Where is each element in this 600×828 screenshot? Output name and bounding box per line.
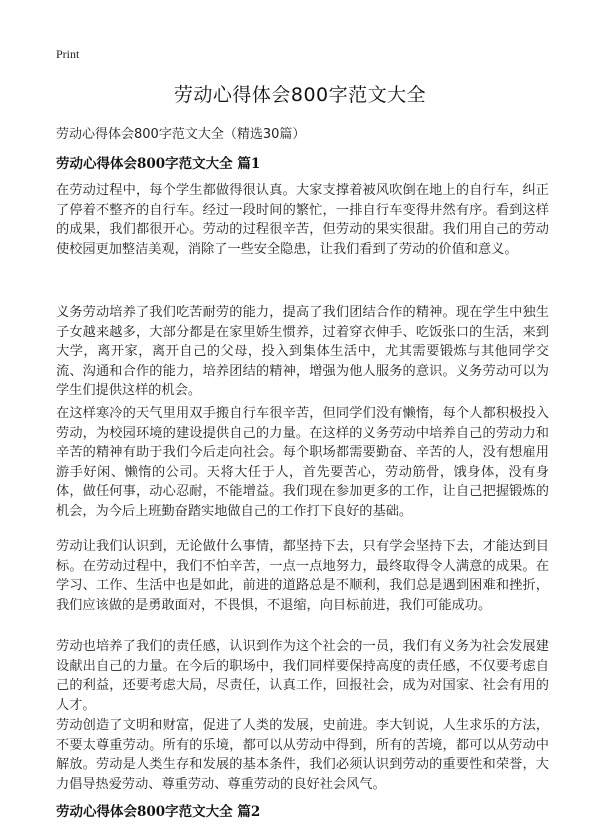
document-subtitle: 劳动心得体会800字范文大全（精选30篇）	[56, 127, 306, 142]
section-heading-2: 劳动心得体会800字范文大全 篇2	[56, 804, 261, 820]
paragraph-4: 劳动让我们认识到，无论做什么事情，都坚持下去，只有学会坚持下去，才能达到目标。在劳动过程中，我们不怕辛苦，一点一点地努力，最终取得令人满意的成果。在学习、工作、生活中也是如此，前进的道路总是不顺利，我们总是遇到困难和挫折，我们应该做的是勇敢面对，不畏惧，不退缩，向目标前进，我们可能成功。	[56, 539, 549, 613]
print-label[interactable]: Print	[56, 47, 80, 61]
paragraph-5: 劳动也培养了我们的责任感，认识到作为这个社会的一员，我们有义务为社会发展建设献出自己的力量。在今后的职场中，我们同样要保持高度的责任感，不仅要考虑自己的利益，还要考虑大局，尽责任，认真工作，回报社会，成为对国家、社会有用的人才。	[56, 639, 549, 713]
paragraph-2: 义务劳动培养了我们吃苦耐劳的能力，提高了我们团结合作的精神。现在学生中独生子女越来越多，大部分都是在家里娇生惯养，过着穿衣伸手、吃饭张口的生活，来到大学，离开家，离开自己的父母，投入到集体生活中，尤其需要锻炼与其他同学交流、沟通和合作的能力，培养团结的精神，增强为他人服务的意识。义务劳动可以为学生们提供这样的机会。	[56, 305, 549, 399]
page-title: 劳动心得体会800字范文大全	[173, 84, 427, 106]
paragraph-3: 在这样寒冷的天气里用双手搬自行车很辛苦，但同学们没有懒惰，每个人都积极投入劳动，为校园环境的建设提供自己的力量。在这样的义务劳动中培养自己的劳动力和辛苦的精神有助于我们今后走向社会。每个职场都需要勤奋、辛苦的人，没有想雇用游手好闲、懒惰的公司。天将大任于人，首先要苦心，劳动筋骨，饿身体，没有身体，做任何事，动心忍耐，不能增益。我们现在参加更多的工作，让自己把握锻炼的机会，为今后上班勤奋踏实地做自己的工作打下良好的基础。	[56, 406, 549, 519]
paragraph-6: 劳动创造了文明和财富，促进了人类的发展，史前进。李大钊说，人生求乐的方法，不要太尊重劳动。所有的乐境，都可以从劳动中得到，所有的苦境，都可以从劳动中解放。劳动是人类生存和发展的基本条件，我们必须认识到劳动的重要性和荣誉，大力倡导热爱劳动、尊重劳动、尊重劳动的良好社会风气。	[56, 718, 549, 792]
paragraph-1: 在劳动过程中，每个学生都做得很认真。大家支撑着被风吹倒在地上的自行车，纠正了停着不整齐的自行车。经过一段时间的繁忙，一排自行车变得井然有序。看到这样的成果，我们都很开心。劳动的过程很辛苦，但劳动的果实很甜。我们用自己的劳动使校园更加整洁美观，消除了一些安全隐患，让我们看到了劳动的价值和意义。	[56, 183, 549, 257]
section-heading-1: 劳动心得体会800字范文大全 篇1	[56, 156, 261, 172]
